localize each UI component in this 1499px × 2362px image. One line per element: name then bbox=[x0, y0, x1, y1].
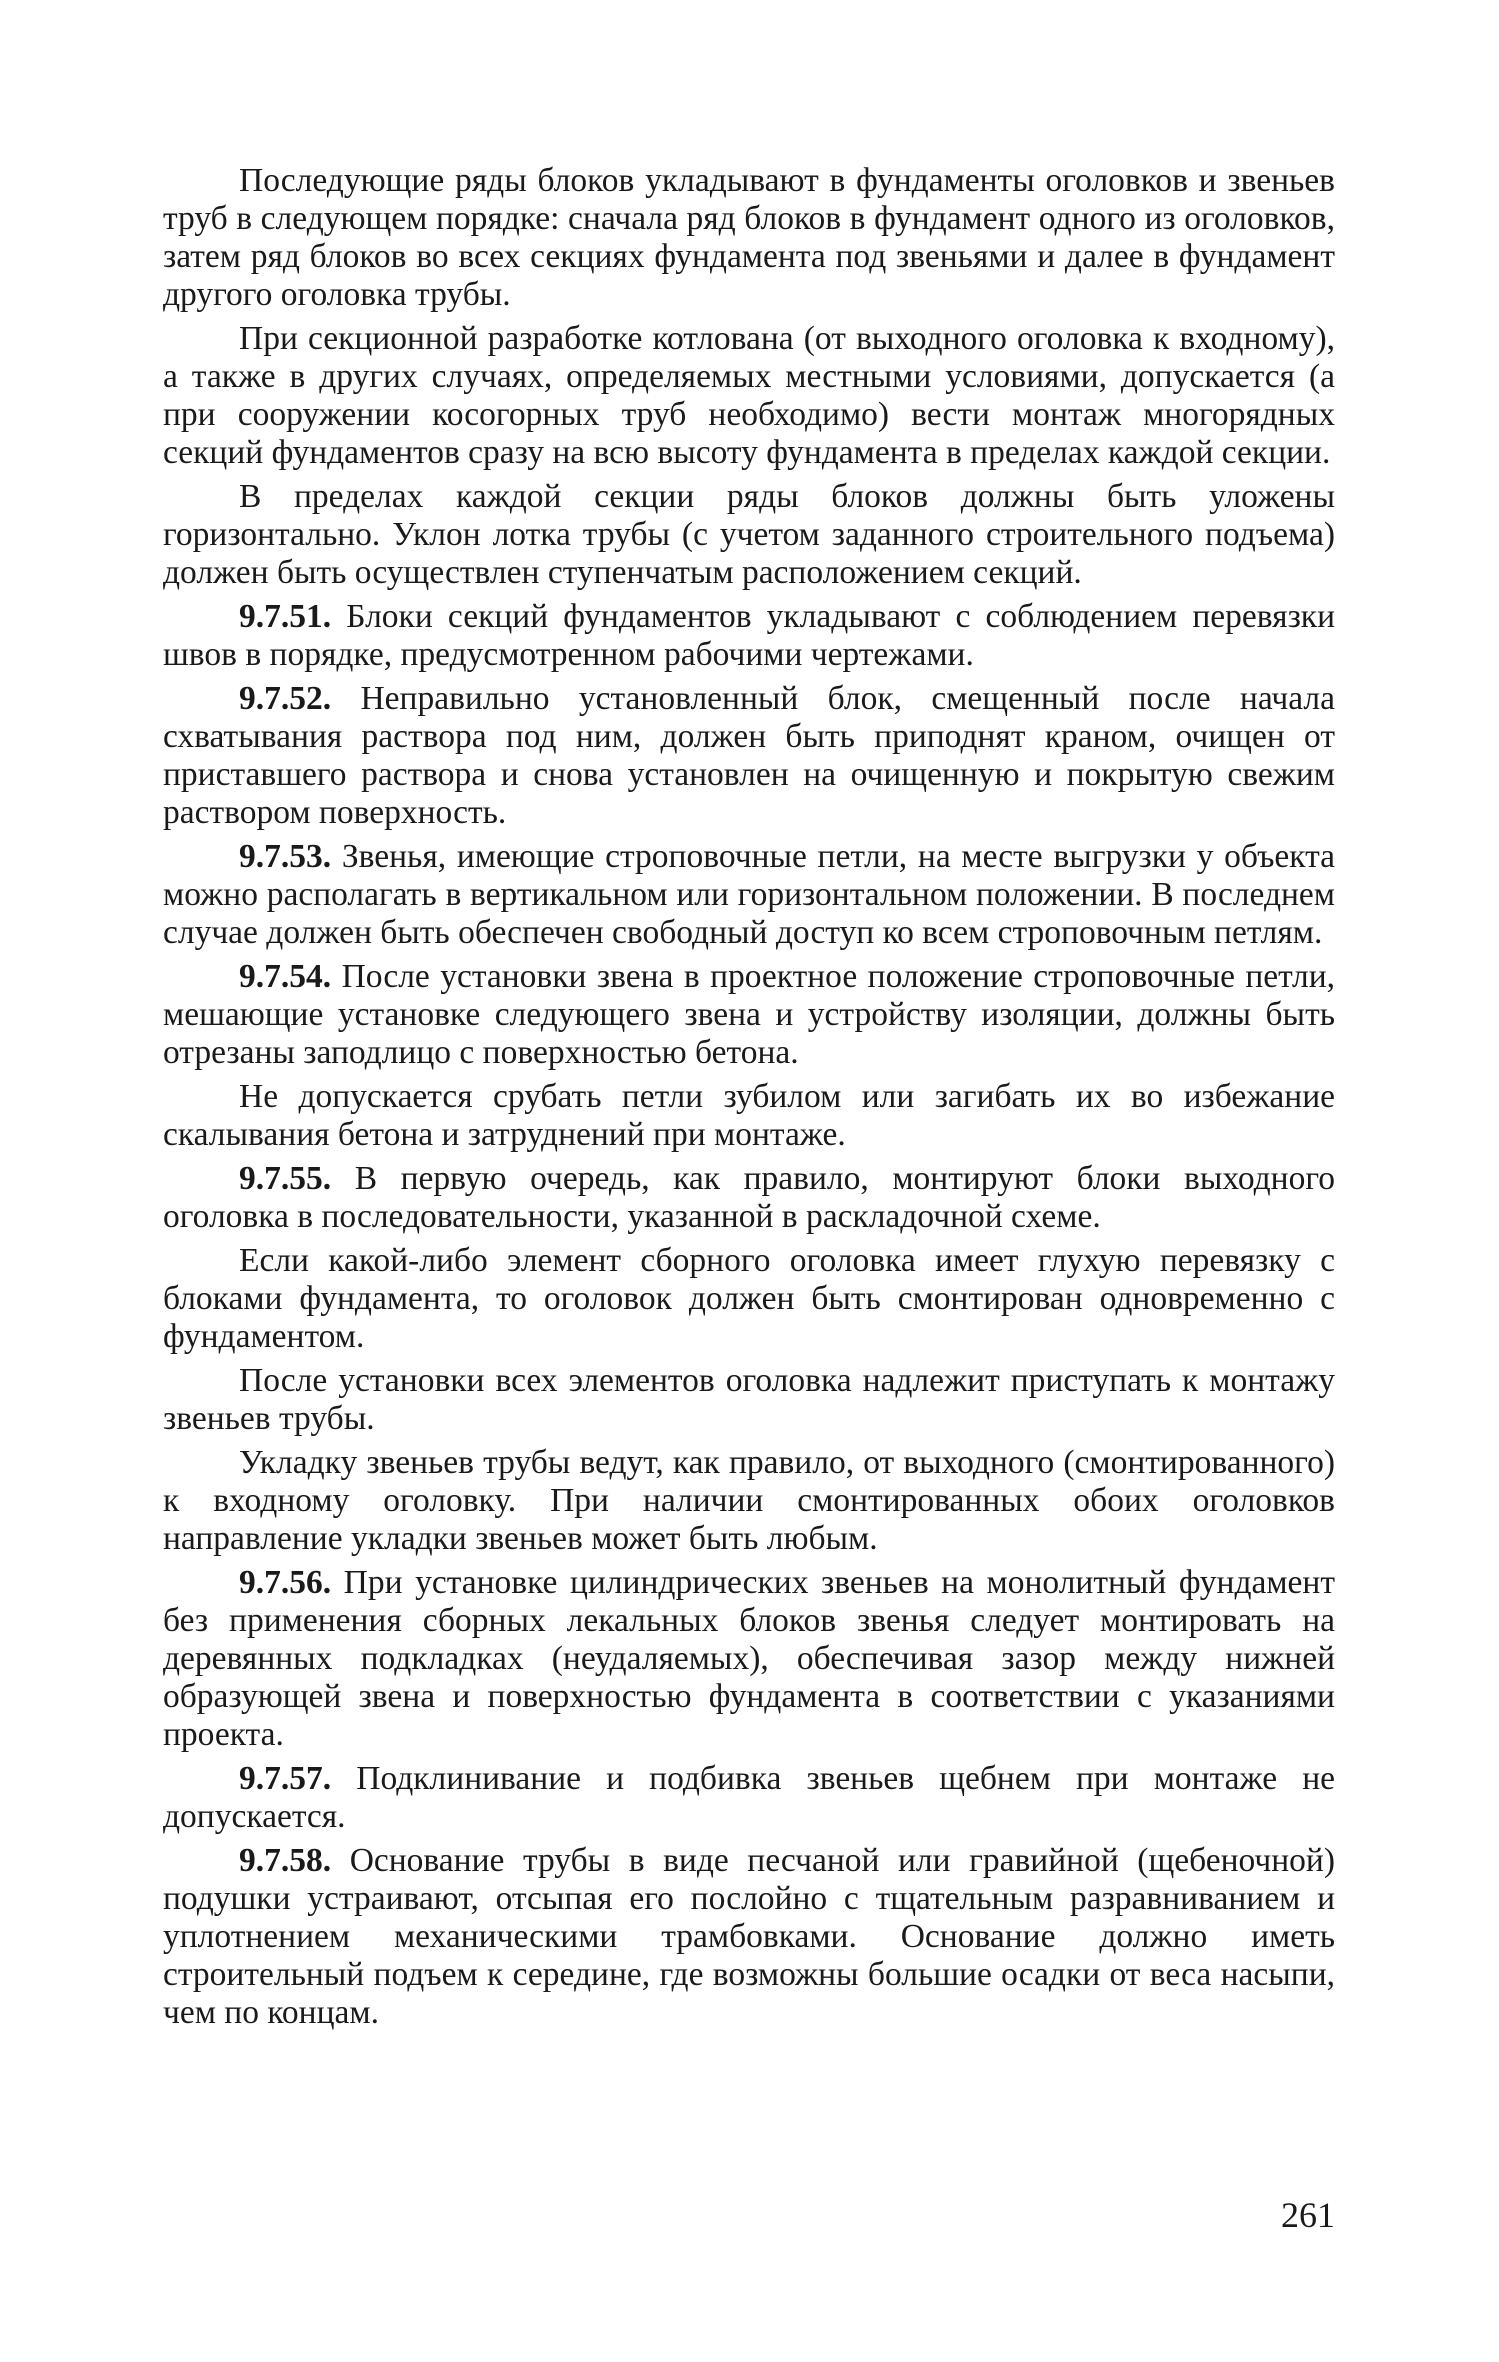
paragraph-text: Если какой-либо элемент сборного оголовка имеет глухую перевязку с блоками фундамента, то оголовок должен быть смонтирован одновременно с фундаментом. bbox=[163, 1242, 1335, 1355]
paragraph-8 bbox=[163, 1078, 1335, 1154]
clause-number: 9.7.53. bbox=[239, 838, 332, 875]
paragraph-text: Звенья, имеющие строповочные петли, на месте выгрузки у объекта можно располагать в вертикальном или горизонтальном положении. В последнем случае должен быть обеспечен свободный доступ ко всем строповочным петлям. bbox=[163, 838, 1336, 951]
paragraph-text: В пределах каждой секции ряды блоков должны быть уложены горизонтально. Уклон лотка трубы (с учетом заданного строительного подъема) должен быть осуществлен ступенчатым расположением секций. bbox=[163, 478, 1335, 591]
paragraph-text: В первую очередь, как правило, монтируют блоки выходного оголовка в последовательности, указанной в раскладочной схеме. bbox=[163, 1160, 1336, 1235]
clause-9-7-51 bbox=[163, 598, 1335, 674]
paragraph-11 bbox=[163, 1362, 1335, 1438]
clause-9-7-52 bbox=[163, 680, 1335, 832]
paragraph-12 bbox=[163, 1444, 1335, 1558]
clause-number: 9.7.56. bbox=[239, 1564, 332, 1601]
paragraph-10 bbox=[163, 1242, 1335, 1356]
paragraph-text: При секционной разработке котлована (от выходного оголовка к входному), а также в других случаях, определяемых местными условиями, допускается (а при сооружении косогорных труб необходимо) вести монтаж многорядных секций фундаментов сразу на всю высоту фундамента в пределах каждой секции. bbox=[163, 320, 1335, 471]
paragraph-text: Укладку звеньев трубы ведут, как правило, от выходного (смонтированного) к входному оголовку. При наличии смонтированных обоих оголовков направление укладки звеньев может быть любым. bbox=[163, 1444, 1335, 1557]
clause-9-7-57 bbox=[163, 1760, 1335, 1836]
clause-number: 9.7.52. bbox=[239, 680, 332, 717]
clause-9-7-54 bbox=[163, 958, 1335, 1072]
paragraph-text: После установки звена в проектное положение строповочные петли, мешающие установке следующего звена и устройству изоляции, должны быть отрезаны заподлицо с поверхностью бетона. bbox=[163, 958, 1336, 1071]
clause-9-7-58 bbox=[163, 1842, 1335, 2032]
clause-9-7-53 bbox=[163, 838, 1335, 952]
paragraph-text: После установки всех элементов оголовка надлежит приступать к монтажу звеньев трубы. bbox=[163, 1362, 1335, 1437]
paragraph-text: Блоки секций фундаментов укладывают с соблюдением перевязки швов в порядке, предусмотренном рабочими чертежами. bbox=[163, 598, 1336, 673]
text-column bbox=[163, 162, 1335, 2038]
paragraph-text: Основание трубы в виде песчаной или гравийной (щебеночной) подушки устраивают, отсыпая его послойно с тщательным разравниванием и уплотнением механическими трамбовками. Основание должно иметь строительный подъем к середине, где возможны большие осадки от веса насыпи, чем по концам. bbox=[163, 1842, 1336, 2031]
paragraph-1 bbox=[163, 162, 1335, 314]
page-number: 261 bbox=[1281, 2195, 1335, 2235]
clause-number: 9.7.57. bbox=[239, 1760, 332, 1797]
paragraph-text: Последующие ряды блоков укладывают в фундаменты оголовков и звеньев труб в следующем порядке: сначала ряд блоков в фундамент одного из оголовков, затем ряд блоков во всех секциях фундамента под звеньями и далее в фундамент другого оголовка трубы. bbox=[163, 162, 1335, 313]
clause-number: 9.7.58. bbox=[239, 1842, 332, 1879]
clause-9-7-55 bbox=[163, 1160, 1335, 1236]
paragraph-text: Подклинивание и подбивка звеньев щебнем при монтаже не допускается. bbox=[163, 1760, 1335, 1835]
paragraph-text: Неправильно установленный блок, смещенный после начала схватывания раствора под ним, должен быть приподнят краном, очищен от приставшего раствора и снова установлен на очищенную и покрытую свежим раствором поверхность. bbox=[163, 680, 1335, 831]
paragraph-3 bbox=[163, 478, 1335, 592]
clause-9-7-56 bbox=[163, 1564, 1335, 1754]
clause-number: 9.7.55. bbox=[239, 1160, 332, 1197]
paragraph-2 bbox=[163, 320, 1335, 472]
clause-number: 9.7.51. bbox=[239, 598, 332, 635]
paragraph-text: При установке цилиндрических звеньев на монолитный фундамент без применения сборных лекальных блоков звенья следует монтировать на деревянных подкладках (неудаляемых), обеспечивая зазор между нижней образующей звена и поверхностью фундамента в соответствии с указаниями проекта. bbox=[163, 1564, 1335, 1753]
clause-number: 9.7.54. bbox=[239, 958, 332, 995]
paragraph-text: Не допускается срубать петли зубилом или загибать их во избежание скалывания бетона и затруднений при монтаже. bbox=[163, 1078, 1335, 1153]
